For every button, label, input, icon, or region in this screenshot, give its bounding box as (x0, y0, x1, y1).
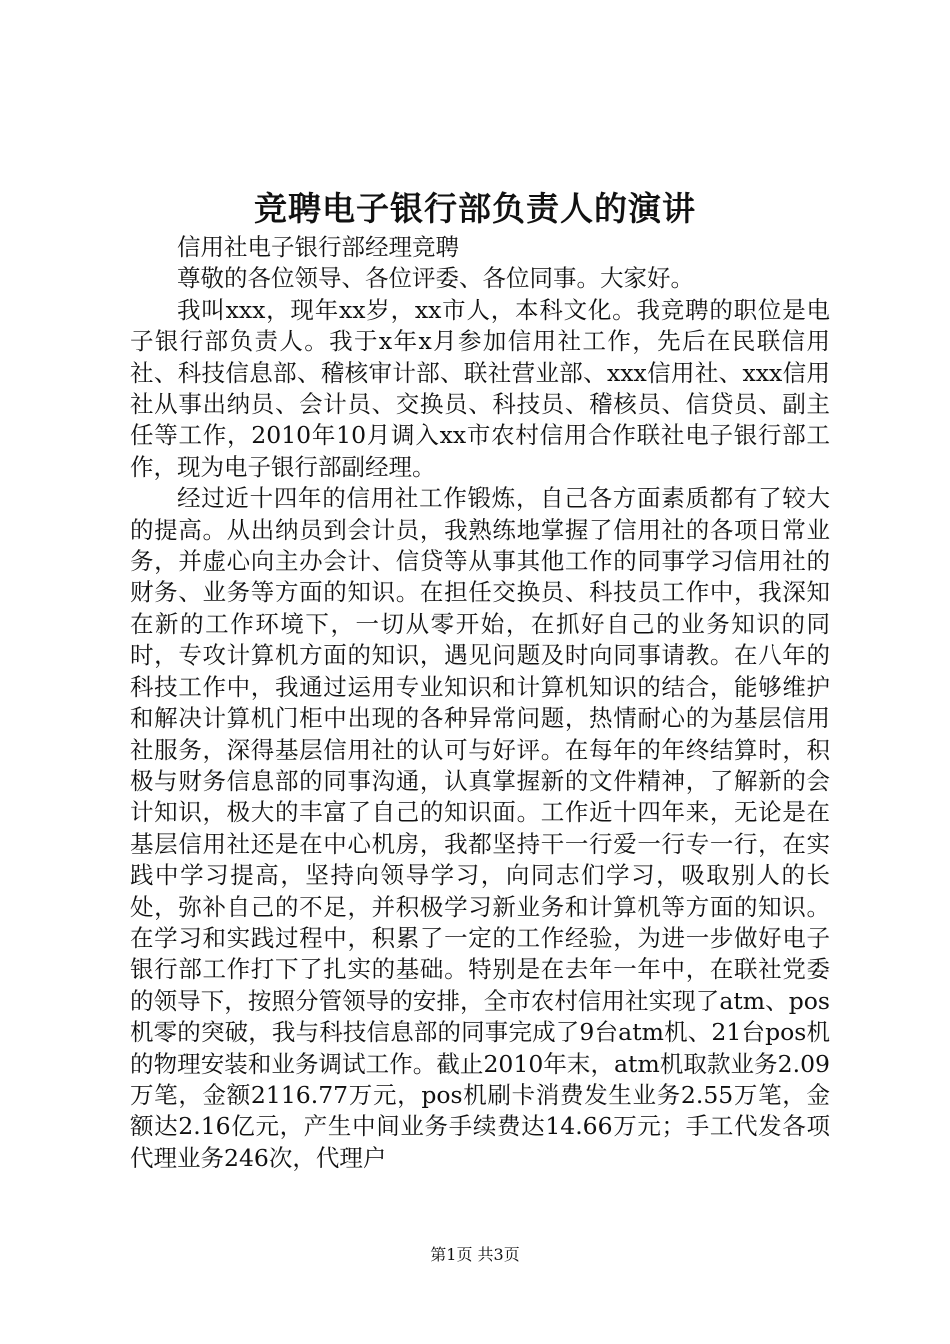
document-title: 竞聘电子银行部负责人的演讲 (254, 189, 696, 228)
document-body (130, 232, 830, 1174)
paragraph-introduction: 我叫xxx，现年xx岁，xx市人，本科文化。我竞聘的职位是电子银行部负责人。我于x年x月参加信用社工作，先后在民联信用社、科技信息部、稽核审计部、联社营业部、xxx信用社、xxx信用社从事出纳员、会计员、交换员、科技员、稽核员、信贷员、副主任等工作，2010年10月调入xx市农村信用合作联社电子银行部工作，现为电子银行部副经理。 (130, 295, 830, 481)
paragraph-experience: 经过近十四年的信用社工作锻炼，自己各方面素质都有了较大的提高。从出纳员到会计员，我熟练地掌握了信用社的各项日常业务，并虚心向主办会计、信贷等从事其他工作的同事学习信用社的财务、业务等方面的知识。在担任交换员、科技员工作中，我深知在新的工作环境下，一切从零开始，在抓好自己的业务知识的同时，专攻计算机方面的知识，遇见问题及时向同事请教。在八年的科技工作中，我通过运用专业知识和计算机知识的结合，能够维护和解决计算机门柜中出现的各种异常问题，热情耐心的为基层信用社服务，深得基层信用社的认可与好评。在每年的年终结算时，积极与财务信息部的同事沟通，认真掌握新的文件精神，了解新的会计知识，极大的丰富了自己的知识面。工作近十四年来，无论是在基层信用社还是在中心机房，我都坚持干一行爱一行专一行，在实践中学习提高，坚持向领导学习，向同志们学习，吸取别人的长处，弥补自己的不足，并积极学习新业务和计算机等方面的知识。在学习和实践过程中，积累了一定的工作经验，为进一步做好电子银行部工作打下了扎实的基础。特别是在去年一年中，在联社党委的领导下，按照分管领导的安排，全市农村信用社实现了atm、pos机零的突破，我与科技信息部的同事完成了9台atm机、21台pos机的物理安装和业务调试工作。截止2010年末，atm机取款业务2.09万笔，金额2116.77万元，pos机刷卡消费发生业务2.55万笔，金额达2.16亿元，产生中间业务手续费达14.66万元；手工代发各项代理业务246次，代理户 (130, 484, 830, 1172)
page-footer: 第1页 共3页 (430, 1245, 520, 1264)
paragraph-subtitle: 信用社电子银行部经理竞聘 (177, 233, 459, 261)
paragraph-greeting: 尊敬的各位领导、各位评委、各位同事。大家好。 (177, 264, 694, 293)
